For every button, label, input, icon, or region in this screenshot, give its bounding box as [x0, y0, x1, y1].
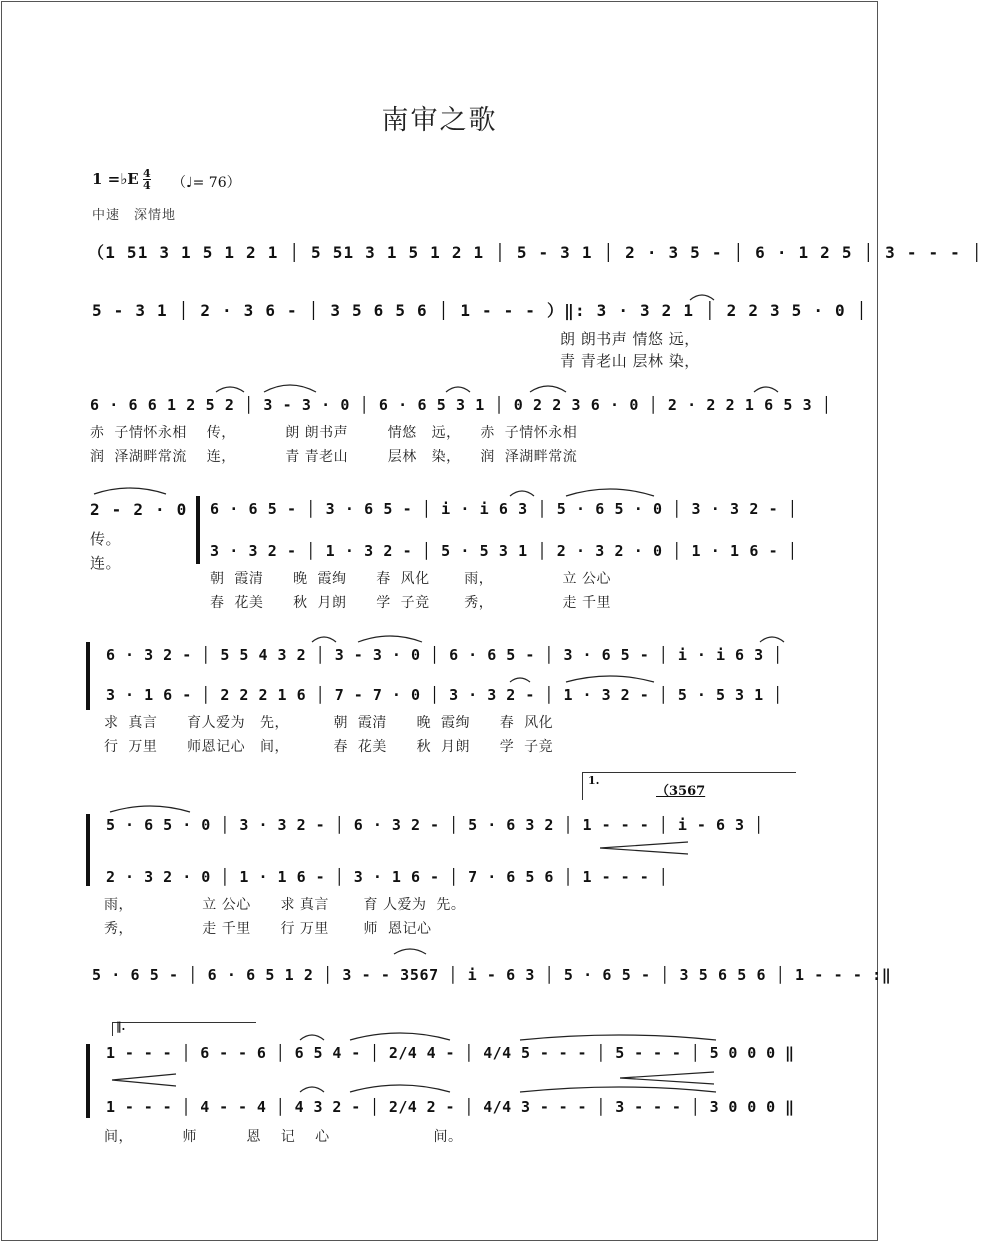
lyric-line-4-end-b: 连。 — [90, 554, 122, 572]
tempo-marking: （♩= 76） — [172, 175, 241, 191]
lyric-line-5a: 求 真言 育人爱为 先， 朝 霞清 晚 霞绚 春 风化 — [104, 715, 554, 731]
lyric-line-5b: 行 万里 师恩记心 间， 春 花美 秋 月朗 学 子竞 — [104, 739, 554, 755]
score-line-8-soprano: 1 - - - │ 6 - - 6 │ 6 5 4 - │ 2/4 4 - │ 4/4 5 - - - │ 5 - - - │ 5 0 0 0 ‖ — [106, 1044, 795, 1062]
score-line-1: （1 51 3 1 5 1 2 1 │ 5 51 3 1 5 1 2 1 │ 5 - 3 1 │ 2 · 3 5 - │ 6 · 1 2 5 │ 3 - - - │ — [88, 243, 983, 262]
score-line-6-alto: 2 · 3 2 · 0 │ 1 · 1 6 - │ 3 · 1 6 - │ 7 · 6 5 6 │ 1 - - - │ — [106, 868, 669, 886]
lyric-line-4b: 春 花美 秋 月朗 学 子竞 秀， 走 千里 — [210, 595, 612, 611]
expression-marking: 中速 深情地 — [92, 208, 177, 223]
lyric-line-2b: 青 青老山 层林 染， — [560, 352, 700, 370]
volta-2-label: ‖. — [116, 1020, 126, 1033]
lyric-line-2a: 朗 朗书声 情悠 远， — [560, 330, 700, 348]
lyric-line-3b: 润 泽湖畔常流 连， 青 青老山 层林 染， 润 泽湖畔常流 — [90, 449, 578, 465]
score-line-8-alto: 1 - - - │ 4 - - 4 │ 4 3 2 - │ 2/4 2 - │ 4/4 3 - - - │ 3 - - - │ 3 0 0 0 ‖ — [106, 1098, 795, 1116]
lyric-line-6a: 雨， 立 公心 求 真言 育 人爱为 先。 — [104, 897, 466, 913]
time-signature: 4 4 — [143, 167, 151, 192]
lyric-line-3a: 赤 子情怀永相 传， 朗 朗书声 情悠 远， 赤 子情怀永相 — [90, 425, 578, 441]
lyric-line-8: 间， 师 恩 记 心 间。 — [104, 1129, 463, 1145]
grace-notes: （3567 — [656, 784, 706, 799]
score-line-5-alto: 3 · 1 6 - │ 2 2 2 1 6 │ 7 - 7 · 0 │ 3 · 3 2 - │ 1 · 3 2 - │ 5 · 5 3 1 │ — [106, 686, 783, 704]
score-line-4-soprano: 6 · 6 5 - │ 3 · 6 5 - │ i · i 6 3 │ 5 · 6 5 · 0 │ 3 · 3 2 - │ — [210, 500, 798, 518]
lyric-line-6b: 秀， 走 千里 行 万里 师 恩记心 — [104, 921, 432, 937]
key-signature: 1 =♭E — [92, 170, 139, 188]
score-line-2: 5 - 3 1 │ 2 · 3 6 - │ 3 5 6 5 6 │ 1 - - - ）‖: 3 · 3 2 1 │ 2 2 3 5 · 0 │ — [92, 301, 868, 320]
score-line-3: 6 · 6 6 1 2 5 2 │ 3 - 3 · 0 │ 6 · 6 5 3 1 │ 0 2 2 3 6 · 0 │ 2 · 2 2 1 6 5 3 │ — [90, 396, 832, 414]
score-line-4-alto: 3 · 3 2 - │ 1 · 3 2 - │ 5 · 5 3 1 │ 2 · 3 2 · 0 │ 1 · 1 6 - │ — [210, 542, 798, 560]
lyric-line-4-end-a: 传。 — [90, 530, 122, 548]
song-title: 南审之歌 — [381, 105, 498, 136]
score-line-5-soprano: 6 · 3 2 - │ 5 5 4 3 2 │ 3 - 3 · 0 │ 6 · 6 5 - │ 3 · 6 5 - │ i · i 6 3 │ — [106, 646, 783, 664]
lyric-line-4a: 朝 霞清 晚 霞绚 春 风化 雨， 立 公心 — [210, 571, 612, 587]
score-line-7: 5 · 6 5 - │ 6 · 6 5 1 2 │ 3 - - 3567 │ i - 6 3 │ 5 · 6 5 - │ 3 5 6 5 6 │ 1 - - - :‖ — [92, 966, 892, 984]
score-line-4a: 2 - 2 · 0 — [90, 500, 188, 519]
score-line-6-soprano: 5 · 6 5 · 0 │ 3 · 3 2 - │ 6 · 3 2 - │ 5 · 6 3 2 │ 1 - - - │ i - 6 3 │ — [106, 816, 764, 834]
volta-1-label: 1. — [588, 774, 600, 787]
